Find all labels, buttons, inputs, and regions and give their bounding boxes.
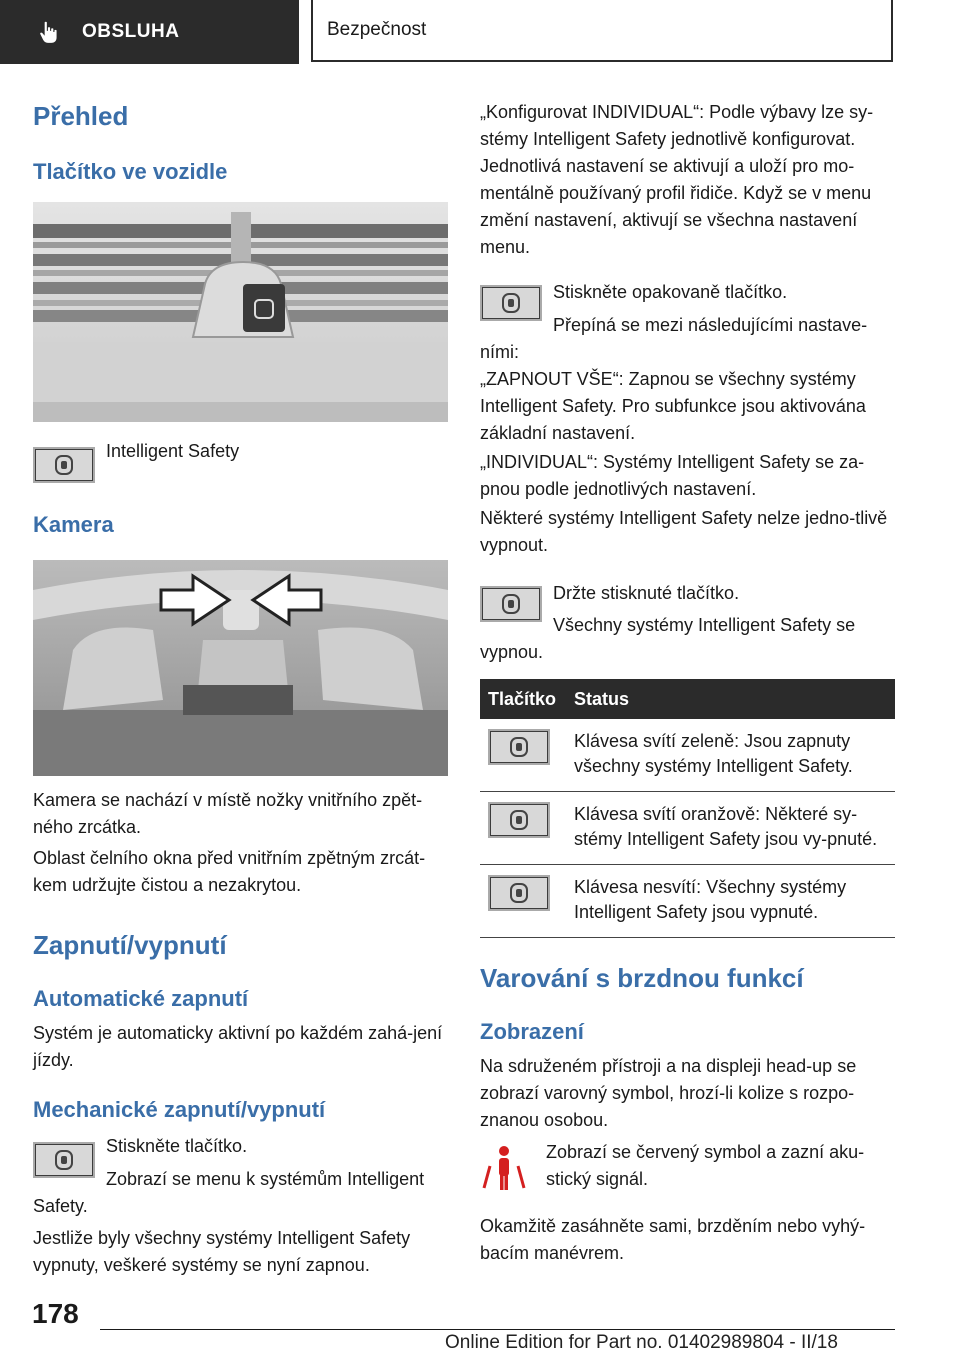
status-cell: Klávesa svítí zeleně: Jsou zapnuty všechny systémy Intelligent Safety. <box>566 719 895 792</box>
section-tab <box>0 0 299 64</box>
manual-text-3: Jestliže byly všechny systémy Intelligent Safety vypnuty, veškeré systémy se nyní zapnou. <box>33 1228 411 1275</box>
page-header <box>0 0 960 66</box>
heading-brake-warning: Varování s brzdnou funkcí <box>480 963 804 993</box>
pedestrian-warning-icon <box>482 1144 526 1194</box>
heading-manual-on-off: Mechanické zapnutí/vypnutí <box>33 1097 326 1122</box>
chapter-tab <box>311 0 893 62</box>
chapter-label: Bezpečnost <box>327 19 427 40</box>
intelligent-safety-icon <box>500 292 522 314</box>
automatic-text: Systém je automaticky aktivní po každém zahá‐jení jízdy. <box>33 1023 443 1070</box>
heading-automatic-on: Automatické zapnutí <box>33 986 249 1011</box>
windshield-camera-illustration <box>33 560 448 776</box>
repeat-text-2: Přepíná se mezi následujícími nastave‐ními: <box>480 315 868 362</box>
hold-text-1: Držte stisknuté tlačítko. <box>553 583 740 603</box>
table-row <box>480 865 895 938</box>
manual-text-2: Zobrazí se menu k systémům Intelligent Safety. <box>33 1169 425 1216</box>
intelligent-safety-icon <box>508 882 530 904</box>
display-text: Na sdruženém přístroji a na displeji head-up se zobrazí varovný symbol, hrozí-li kolize s rozpo‐znanou osobou. <box>480 1056 857 1130</box>
page-number: 178 <box>32 1298 79 1329</box>
section-label: OBSLUHA <box>82 21 180 42</box>
heading-on-off: Zapnutí/vypnutí <box>33 930 227 960</box>
table-row <box>480 792 895 865</box>
camera-text-1: Kamera se nachází v místě nožky vnitřního zpět‐ného zrcátka. <box>33 790 423 837</box>
configure-text: „Konfigurovat INDIVIDUAL“: Podle výbavy lze sy‐stémy Intelligent Safety jednotlivě konfigurovat. Jednotlivá nastavení se aktivují a uloží pro mo‐mentálně používaný profil řidiče. Když se v menu změní nastavení, aktivují se všechna nastavení menu. <box>480 102 874 257</box>
intelligent-safety-icon <box>508 736 530 758</box>
camera-text-2: Oblast čelního okna před vnitřním zpětným zrcát‐kem udržujte čistou a nezakrytou. <box>33 848 426 895</box>
individual-text: „INDIVIDUAL“: Systémy Intelligent Safety se za‐pnou podle jednotlivých nastavení. <box>480 452 865 499</box>
intelligent-safety-button-icon <box>33 447 95 483</box>
column-header-button: Tlačítko <box>480 679 566 719</box>
repeat-text-1: Stiskněte opakovaně tlačítko. <box>553 282 788 302</box>
table-header-row <box>480 679 895 719</box>
status-cell: Klávesa svítí oranžově: Některé sy‐stémy Intelligent Safety jsou vy‐pnuté. <box>566 792 895 865</box>
intelligent-safety-icon <box>508 809 530 831</box>
some-systems-text: Některé systémy Intelligent Safety nelze jedno‐tlivě vypnout. <box>480 508 888 555</box>
heading-button-in-vehicle: Tlačítko ve vozidle <box>33 159 228 184</box>
icon-caption: Intelligent Safety <box>106 441 240 461</box>
red-symbol-text: Zobrazí se červený symbol a zazní aku‐stický signál. <box>546 1142 865 1189</box>
manual-text-1: Stiskněte tlačítko. <box>106 1136 248 1156</box>
camera-photo <box>33 560 448 776</box>
intelligent-safety-icon <box>53 454 75 476</box>
button-off-icon <box>488 875 550 911</box>
on-all-text: „ZAPNOUT VŠE“: Zapnou se všechny systémy Intelligent Safety. Pro subfunkce jsou aktivována základní nastavení. <box>480 369 866 443</box>
dashboard-button-illustration <box>33 202 448 422</box>
heading-camera: Kamera <box>33 512 114 537</box>
footer-edition: Online Edition for Part no. 01402989804 - II/18 <box>445 1332 838 1353</box>
column-header-status: Status <box>566 679 895 719</box>
button-orange-icon <box>488 802 550 838</box>
table-row <box>480 719 895 792</box>
status-table <box>480 679 895 938</box>
heading-display: Zobrazení <box>480 1019 584 1044</box>
brake-text: Okamžitě zasáhněte sami, brzděním nebo vyhý‐bacím manévrem. <box>480 1216 866 1263</box>
status-cell: Klávesa nesvítí: Všechny systémy Intelligent Safety jsou vypnuté. <box>566 865 895 938</box>
hold-text-2: Všechny systémy Intelligent Safety se vypnou. <box>480 615 856 662</box>
button-photo <box>33 202 448 422</box>
hand-pointer-icon <box>36 19 62 45</box>
button-green-icon <box>488 729 550 765</box>
heading-prehled: Přehled <box>33 101 129 131</box>
footer-divider <box>100 1329 895 1330</box>
